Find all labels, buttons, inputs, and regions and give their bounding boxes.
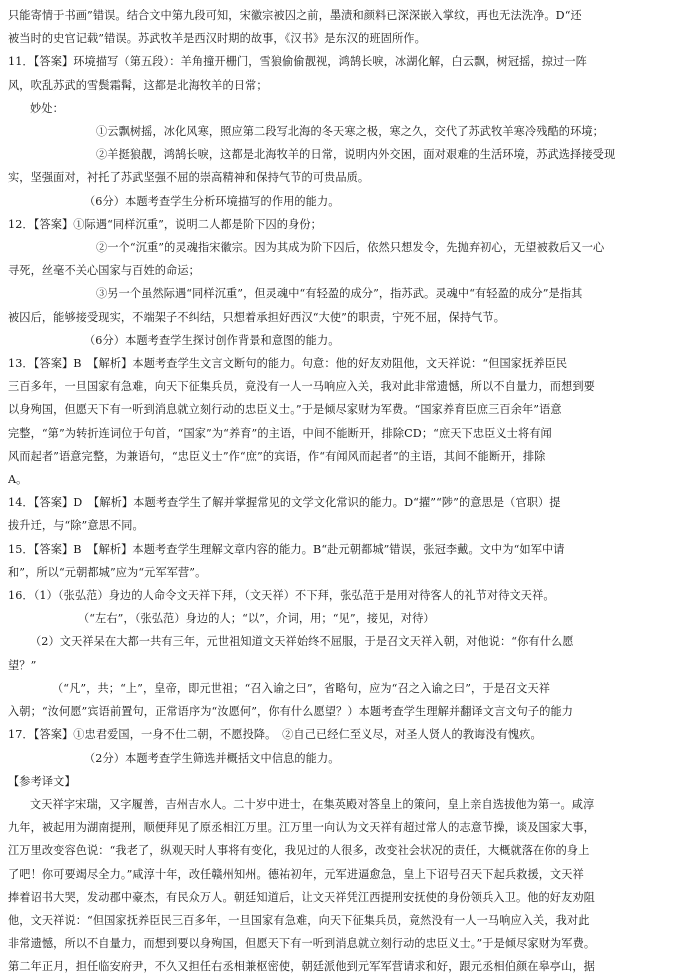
text-line: 14．【答案】D 【解析】本题考查学生了解并掌握常见的文学文化常识的能力。D“擢”“陟”的意思是（官职）提	[8, 496, 561, 510]
text-line: 实，坚强面对，衬托了苏武坚强不屈的崇高精神和保持气节的可贵品质。	[8, 171, 370, 185]
text-line: ①云飘树摇，冰化风寒，照应第二段写北海的冬天寒之极，寒之久，交代了苏武牧羊寒冷残酷的环境；	[96, 125, 604, 139]
text-line: 被囚后，能够接受现实，不端架子不纠结，只想着承担好西汉“大使”的职责，宁死不屈，保持气节。	[8, 310, 506, 324]
text-line: 九年，被起用为湖南提刑，顺便拜见了原丞相江万里。江万里一向认为文天祥有超过常人的志意节操，谈及国家大事，	[8, 821, 595, 835]
text-line: 13．【答案】B 【解析】本题考查学生文言文断句的能力。句意：他的好友劝阻他，文天祥说：“但国家抚养臣民	[8, 357, 568, 371]
text-line: 风，吹乱苏武的雪鬓霜髯，这都是北海牧羊的日常；	[8, 78, 268, 92]
text-line: （“左右”，（张弘范）身边的人；“以”，介词，用；“见”，接见，对待）	[78, 612, 435, 626]
text-line: 拔升迁，与“除”意思不同。	[8, 519, 144, 533]
text-line: 和”，所以“元朝都城”应为“元军军营”。	[8, 565, 207, 579]
text-line: 妙处：	[30, 101, 64, 115]
text-line: 入朝；“汝何愿”宾语前置句，正常语序为“汝愿何”，你有什么愿望？）本题考查学生理解并翻译文言文句子的能力	[8, 705, 574, 719]
text-line: 第二年正月，担任临安府尹，不久又担任右丞相兼枢密使，朝廷派他到元军军营请求和好，跟元丞相伯颜在皋亭山，据	[8, 960, 595, 974]
text-line: 江万里改变容色说：“我老了，纵观天时人事将有变化，我见过的人很多，改变社会状况的责任，大概就落在你的身上	[8, 844, 590, 858]
text-line: ②羊挺狼靓，鸿鹄长唳，这都是北海牧羊的日常，说明内外交困，面对艰难的生活环境，苏武选择接受现	[96, 148, 616, 162]
text-line: 非常遗憾，所以不自量力，而想到要以身殉国，但愿天下有一听到消息就立刻行动的忠臣义士。”于是倾尽家财为军费。	[8, 937, 596, 951]
text-line: 望？”	[8, 658, 37, 672]
text-line: 12．【答案】①际遇“同样沉重”，说明二人都是阶下囚的身份；	[8, 217, 322, 231]
text-line: （2分）本题考查学生筛选并概括文中信息的能力。	[84, 751, 340, 765]
text-line: 11．【答案】环境描写（第五段）：羊角撞开栅门，雪狼偷偷靓视，鸿鹄长唳，冰湖化解，白云飘，树冠摇，掠过一阵	[8, 55, 587, 69]
text-line: 三百多年，一旦国家有急难，向天下征集兵员，竟没有一人一马响应入关，我对此非常遗憾，所以不自量力，而想到要	[8, 380, 595, 394]
text-line: A。	[8, 473, 28, 487]
text-line: 【参考译文】	[8, 774, 76, 788]
text-line: 风而起者”语意完整，为兼语句，“忠臣义士”作“庶”的宾语，作“有闻风而起者”的主语，其间不能断开，排除	[8, 449, 546, 463]
text-line: ③另一个虽然际遇“同样沉重”，但灵魂中“有轻盈的成分”，指苏武。灵魂中“有轻盈的成分”是指其	[96, 287, 583, 301]
text-line: 只能寄情于书画”错误。结合文中第九段可知，宋徽宗被囚之前，墨渍和颜料已深深嵌入掌纹，再也无法洗净。D“还	[8, 9, 582, 22]
text-line: 他，文天祥说：“但国家抚养臣民三百多年，一旦国家有急难，向天下征集兵员，竟然没有一人一马响应入关，我对此	[8, 913, 590, 927]
text-line: 了吧！你可要竭尽全力。”咸淳十年，改任赣州知州。德祐初年，元军进逼愈急，皇上下诏号召天下起兵救援，文天祥	[8, 867, 584, 881]
text-line: 17．【答案】①忠君爱国，一身不仕二朝，不愿投降。 ②自己已经仁至义尽，对圣人贤人的教诲没有愧疚。	[8, 728, 542, 742]
text-line: （2）文天祥呆在大都一共有三年，元世祖知道文天祥始终不屈服，于是召文天祥入朝，对他说：“你有什么愿	[30, 635, 574, 649]
text-line: 被当时的史官记载”错误。苏武牧羊是西汉时期的故事，《汉书》是东汉的班固所作。	[8, 32, 426, 46]
text-line: 完整，“第”为转折连词位于句首，“国家”为“养育”的主语，中间不能断开，排除CD；“庶天下忠臣义士将有闻	[8, 426, 552, 440]
text-line: 16．（1）（张弘范）身边的人命令文天祥下拜，（文天祥）不下拜，张弘范于是用对待客人的礼节对待文天祥。	[8, 589, 555, 603]
text-line: ②一个“沉重”的灵魂指宋徽宗。因为其成为阶下囚后，依然只想发令，先抛弃初心，无望被救后又一心	[96, 241, 605, 255]
text-line: （6分）本题考查学生探讨创作背景和意图的能力。	[84, 333, 340, 347]
text-line: 文天祥字宋瑞，又字履善，吉州吉水人。二十岁中进士，在集英殿对答皇上的策问，皇上亲自选拔他为第一。咸淳	[30, 797, 595, 811]
text-line: 寻死，丝毫不关心国家与百姓的命运；	[8, 264, 200, 278]
text-line: 以身殉国，但愿天下有一听到消息就立刻行动的忠臣义士。”于是倾尽家财为军费。“国家养育臣庶三百余年”语意	[8, 403, 562, 417]
text-line: 捧着诏书大哭，发动郡中豪杰，有民众万人。朝廷知道后，让文天祥凭江西提刑安抚使的身份领兵入卫。他的好友劝阻	[8, 890, 595, 904]
text-line: （“凡”，共；“上”，皇帝，即元世祖；“召入谕之曰”，省略句，应为“召之入谕之曰”，于是召文天祥	[52, 681, 551, 695]
text-line: 15．【答案】B 【解析】本题考查学生理解文章内容的能力。B“赴元朝都城”错误，张冠李戴。文中为“如军中请	[8, 542, 565, 556]
text-line: （6分）本题考查学生分析环境描写的作用的能力。	[84, 194, 340, 208]
